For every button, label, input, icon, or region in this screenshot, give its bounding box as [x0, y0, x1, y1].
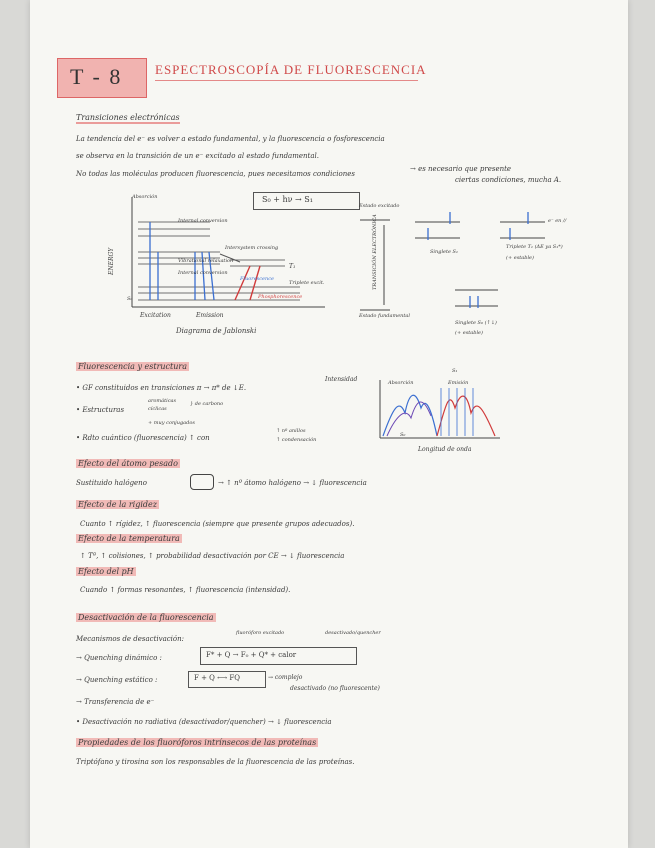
- label-internal-conversion: Internal conversion: [178, 218, 228, 224]
- diagram-caption: Diagrama de Jablonski: [176, 327, 257, 335]
- heavy-atom-text-2: → ↑ nº átomo halógeno → ↓ fluorescencia: [218, 479, 367, 487]
- heading-temperature: Efecto de la temperatura: [78, 534, 180, 543]
- label-singlet-s0: Singlete S₀ (↑↓): [455, 320, 497, 326]
- bullet-quantum-yield: • Rdto cuántico (fluorescencia) ↑ con: [76, 434, 210, 442]
- complex-label: → complejo: [268, 674, 303, 681]
- yield-rings: ↑ nº anillos: [276, 428, 306, 434]
- heading-electronic-transitions: Transiciones electrónicas: [76, 113, 180, 122]
- label-ground-state: Estado fundamental: [359, 313, 410, 319]
- label-triplet-t1: Triplete T₁ (ΔE ya S₁*): [506, 244, 563, 250]
- title-underline: [155, 80, 418, 81]
- heading-intrinsic-fluorophores: Propiedades de los fluoróforos intrínsecos de las proteínas: [78, 738, 317, 747]
- equation-text: S₀ + hν → S₁: [262, 195, 313, 204]
- structures-aromatic: aromáticas: [148, 398, 177, 404]
- spectrum-emission-label: Emisión: [448, 380, 469, 386]
- static-quenching-label: → Quenching estático :: [76, 676, 158, 684]
- spectrum-s0-label: S₀: [400, 432, 406, 438]
- heading-fluorescence-structure: Fluorescencia y estructura: [78, 362, 187, 371]
- complex-label-2: desactivado (no fluorescente): [290, 685, 380, 692]
- spectrum-plot: [375, 378, 505, 443]
- heading-rigidity: Efecto de la rigidez: [78, 500, 157, 509]
- text-line-3b: → es necesario que presente: [410, 165, 512, 173]
- rigidity-text: Cuanto ↑ rígidez, ↑ fluorescencia (siempre que presente grupos adecuados).: [80, 520, 355, 528]
- text-line-2: se observa en la transición de un e⁻ excitado al estado fundamental.: [76, 152, 319, 160]
- electron-transfer-label: → Transferencia de e⁻: [76, 698, 155, 706]
- label-intersystem: Intersystem crossing: [225, 245, 279, 251]
- label-triplet-excited: Triplete excit.: [289, 280, 325, 286]
- spectrum-xaxis-label: Longitud de onda: [418, 446, 472, 453]
- bullet-structures: • Estructuras: [76, 406, 125, 414]
- label-electronic-transition: TRANSICIÓN ELECTRÓNICA: [372, 214, 378, 290]
- label-emission: Emission: [196, 312, 224, 319]
- label-excited-fluorophore: fluoróforo excitado: [236, 630, 285, 636]
- label-triplet-sub: (+ estable): [506, 255, 534, 261]
- label-internal-conversion-2: Internal conversion: [178, 270, 228, 276]
- label-energy-axis: ENERGY: [108, 247, 115, 275]
- label-excitation: Excitation: [140, 312, 171, 319]
- yield-condensation: ↑ condensación: [276, 437, 317, 443]
- dynamic-equation: F* + Q → F₀ + Q* + calor: [206, 651, 297, 659]
- structures-conjugated: + muy conjugados: [148, 420, 195, 426]
- benzene-ring-icon: [190, 474, 214, 490]
- text-line-3c: ciertas condiciones, mucha A.: [455, 176, 562, 184]
- heading-deactivation: Desactivación de la fluorescencia: [78, 613, 214, 622]
- intrinsic-text: Triptófano y tirosina son los responsables de la fluorescencia de las proteínas.: [76, 758, 355, 766]
- jablonski-diagram: [110, 192, 340, 317]
- topic-badge: T - 8: [57, 58, 147, 98]
- static-equation: F + Q ⟷ FQ: [194, 674, 240, 682]
- dynamic-quenching-label: → Quenching dinámico :: [76, 654, 162, 662]
- bullet-gf: • GF constituidos en transiciones π → π* de ↓E.: [76, 384, 247, 392]
- mechanisms-label: Mecanismos de desactivación:: [76, 635, 184, 643]
- structures-carbon: } de carbono: [190, 401, 224, 407]
- label-vibrational: Vibrational relaxation: [178, 258, 234, 264]
- label-quencher: desactivado/quencher: [325, 630, 381, 636]
- structures-cyclic: cíclicas: [148, 406, 167, 412]
- label-singlet-s1: Singlete S₁: [430, 249, 458, 255]
- spectrum-s1-label: S₁: [452, 368, 458, 374]
- heading-ph: Efecto del pH: [78, 567, 134, 576]
- spin-diagram: [360, 210, 560, 320]
- label-phosphorescence: Phosphorescence: [258, 294, 303, 300]
- spectrum-absorption-label: Absorción: [388, 380, 414, 386]
- heading-heavy-atom: Efecto del átomo pesado: [78, 459, 178, 468]
- label-absorption: Absorción: [132, 194, 158, 200]
- heavy-atom-text: Sustituido halógeno: [76, 479, 147, 487]
- ph-text: Cuando ↑ formas resonantes, ↑ fluorescencia (intensidad).: [80, 586, 291, 594]
- text-line-1: La tendencia del e⁻ es volver a estado fundamental, y la fluorescencia o fosforescencia: [76, 135, 385, 143]
- label-excited-state: Estado excitado: [359, 203, 400, 209]
- page-title: ESPECTROSCOPÍA DE FLUORESCENCIA: [155, 62, 427, 77]
- label-fluorescence: Fluorescence: [240, 276, 274, 282]
- label-parallel-note: e⁻ en //: [548, 218, 567, 224]
- label-s0: S₀: [127, 296, 133, 302]
- temperature-text: ↑ Tª, ↑ colisiones, ↑ probabilidad desactivación por CE → ↓ fluorescencia: [80, 552, 345, 560]
- label-t1: T₁: [289, 263, 296, 270]
- spectrum-intensity-label: Intensidad: [325, 376, 358, 383]
- label-singlet-s0-sub: (+ estable): [455, 330, 483, 336]
- text-line-3: No todas las moléculas producen fluorescencia, pues necesitamos condiciones: [76, 170, 355, 178]
- nonradiative-text: • Desactivación no radiativa (desactivador/quencher) → ↓ fluorescencia: [76, 718, 332, 726]
